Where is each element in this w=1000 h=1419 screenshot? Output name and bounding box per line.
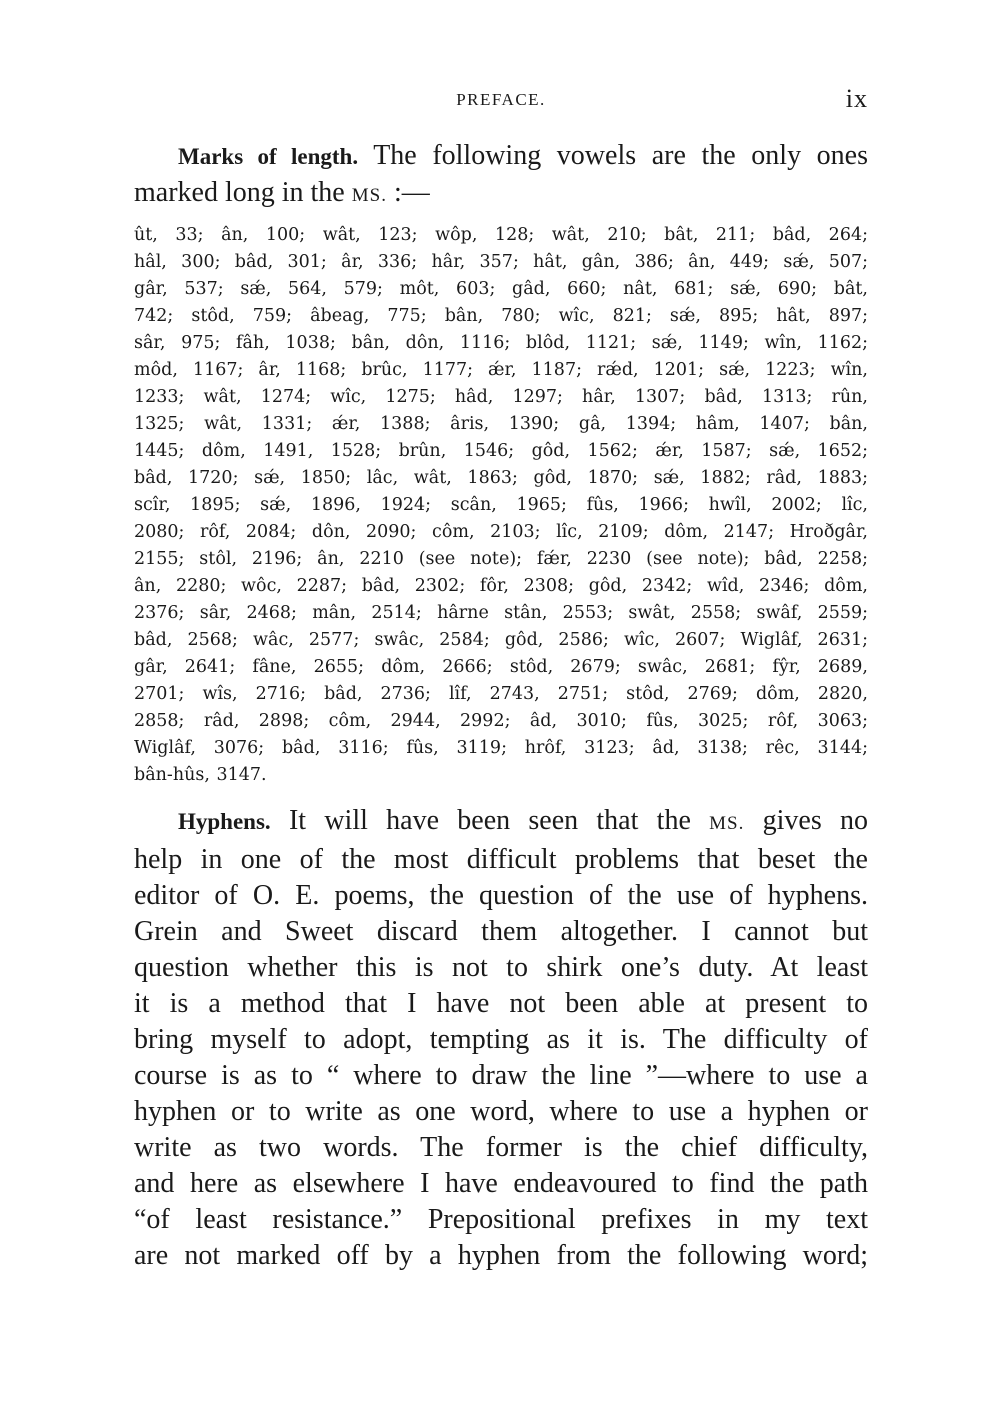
list-line: sâr, 975; fâh, 1038; bân, dôn, 1116; blôd, 1121; sǽ, 1149; wîn, 1162;	[134, 333, 868, 353]
long-vowel-list	[134, 222, 868, 789]
list-line: 1325; wât, 1331; ǽr, 1388; âris, 1390; gâ, 1394; hâm, 1407; bân,	[134, 414, 868, 434]
paragraph-line: it is a method that I have not been able at present to	[134, 988, 868, 1019]
list-line: bâd, 2568; wâc, 2577; swâc, 2584; gôd, 2586; wîc, 2607; Wiglâf, 2631;	[134, 630, 868, 650]
list-line: 742; stôd, 759; âbeag, 775; bân, 780; wîc, 821; sǽ, 895; hât, 897;	[134, 306, 868, 326]
paragraph-line: course is as to “ where to draw the line ”—where to use a	[134, 1060, 868, 1091]
paragraph-line: Grein and Sweet discard them altogether. I cannot but	[134, 916, 868, 947]
marks-intro-dash: :—	[393, 177, 430, 208]
ms-abbreviation: MS.	[351, 185, 387, 206]
paragraph-line: and here as elsewhere I have endeavoured to find the path	[134, 1168, 868, 1199]
list-line: gâr, 2641; fâne, 2655; dôm, 2666; stôd, 2679; swâc, 2681; fŷr, 2689,	[134, 657, 868, 677]
paragraph-line: bring myself to adopt, tempting as it is. The difficulty of	[134, 1024, 868, 1055]
list-line: bâd, 1720; sǽ, 1850; lâc, wât, 1863; gôd, 1870; sǽ, 1882; râd, 1883;	[134, 468, 868, 488]
list-line: hâl, 300; bâd, 301; âr, 336; hâr, 357; hât, gân, 386; ân, 449; sǽ, 507;	[134, 252, 868, 272]
paragraph-line: “of least resistance.” Prepositional prefixes in my text	[134, 1204, 868, 1235]
list-line: ût, 33; ân, 100; wât, 123; wôp, 128; wât, 210; bât, 211; bâd, 264;	[134, 225, 868, 245]
paragraph-line: write as two words. The former is the chief difficulty,	[134, 1132, 868, 1163]
page-number: ix	[845, 84, 868, 113]
hyphens-heading: Hyphens.	[178, 809, 271, 834]
running-title: PREFACE.	[456, 90, 546, 109]
list-line: môd, 1167; âr, 1168; brûc, 1177; ǽr, 1187; rǽd, 1201; sǽ, 1223; wîn,	[134, 360, 868, 380]
hyphens-line-1-text-b: gives no	[762, 805, 868, 836]
ms-abbreviation: MS.	[709, 813, 745, 834]
paragraph-line: are not marked off by a hyphen from the following word;	[134, 1240, 868, 1271]
list-line: 2858; râd, 2898; côm, 2944, 2992; âd, 3010; fûs, 3025; rôf, 3063;	[134, 711, 868, 731]
list-line: 2080; rôf, 2084; dôn, 2090; côm, 2103; lîc, 2109; dôm, 2147; Hroðgâr,	[134, 522, 868, 542]
list-line: gâr, 537; sǽ, 564, 579; môt, 603; gâd, 660; nât, 681; sǽ, 690; bât,	[134, 279, 868, 299]
hyphens-paragraph	[134, 803, 868, 1274]
list-line: scîr, 1895; sǽ, 1896, 1924; scân, 1965; fûs, 1966; hwîl, 2002; lîc,	[134, 495, 868, 515]
book-page	[134, 84, 868, 1274]
marks-of-length-heading: Marks of length.	[178, 144, 359, 169]
list-line: 2155; stôl, 2196; ân, 2210 (see note); fǽr, 2230 (see note); bâd, 2258;	[134, 549, 868, 569]
list-line: 1445; dôm, 1491, 1528; brûn, 1546; gôd, 1562; ǽr, 1587; sǽ, 1652;	[134, 441, 868, 461]
list-line: 2376; sâr, 2468; mân, 2514; hârne stân, 2553; swât, 2558; swâf, 2559;	[134, 603, 868, 623]
hyphens-first-line	[134, 803, 868, 842]
paragraph-line: hyphen or to write as one word, where to use a hyphen or	[134, 1096, 868, 1127]
running-head	[134, 84, 868, 116]
list-line: ân, 2280; wôc, 2287; bâd, 2302; fôr, 2308; gôd, 2342; wîd, 2346; dôm,	[134, 576, 868, 596]
paragraph-line: help in one of the most difficult problems that beset the	[134, 844, 868, 875]
paragraph-line: question whether this is not to shirk one’s duty. At least	[134, 952, 868, 983]
paragraph-line: editor of O. E. poems, the question of the use of hyphens.	[134, 880, 868, 911]
list-line: bân-hûs, 3147.	[134, 765, 267, 785]
list-line: 1233; wât, 1274; wîc, 1275; hâd, 1297; hâr, 1307; bâd, 1313; rûn,	[134, 387, 868, 407]
list-line: 2701; wîs, 2716; bâd, 2736; lîf, 2743, 2751; stôd, 2769; dôm, 2820,	[134, 684, 868, 704]
list-line: Wiglâf, 3076; bâd, 3116; fûs, 3119; hrôf, 3123; âd, 3138; rêc, 3144;	[134, 738, 868, 758]
marks-of-length-intro	[134, 138, 868, 214]
marks-intro-text-2: ones marked long in the	[134, 140, 868, 208]
hyphens-line-1-text-a: It will have been seen that the	[288, 805, 691, 836]
marks-intro-text-1: The following vowels are the only	[373, 140, 802, 171]
